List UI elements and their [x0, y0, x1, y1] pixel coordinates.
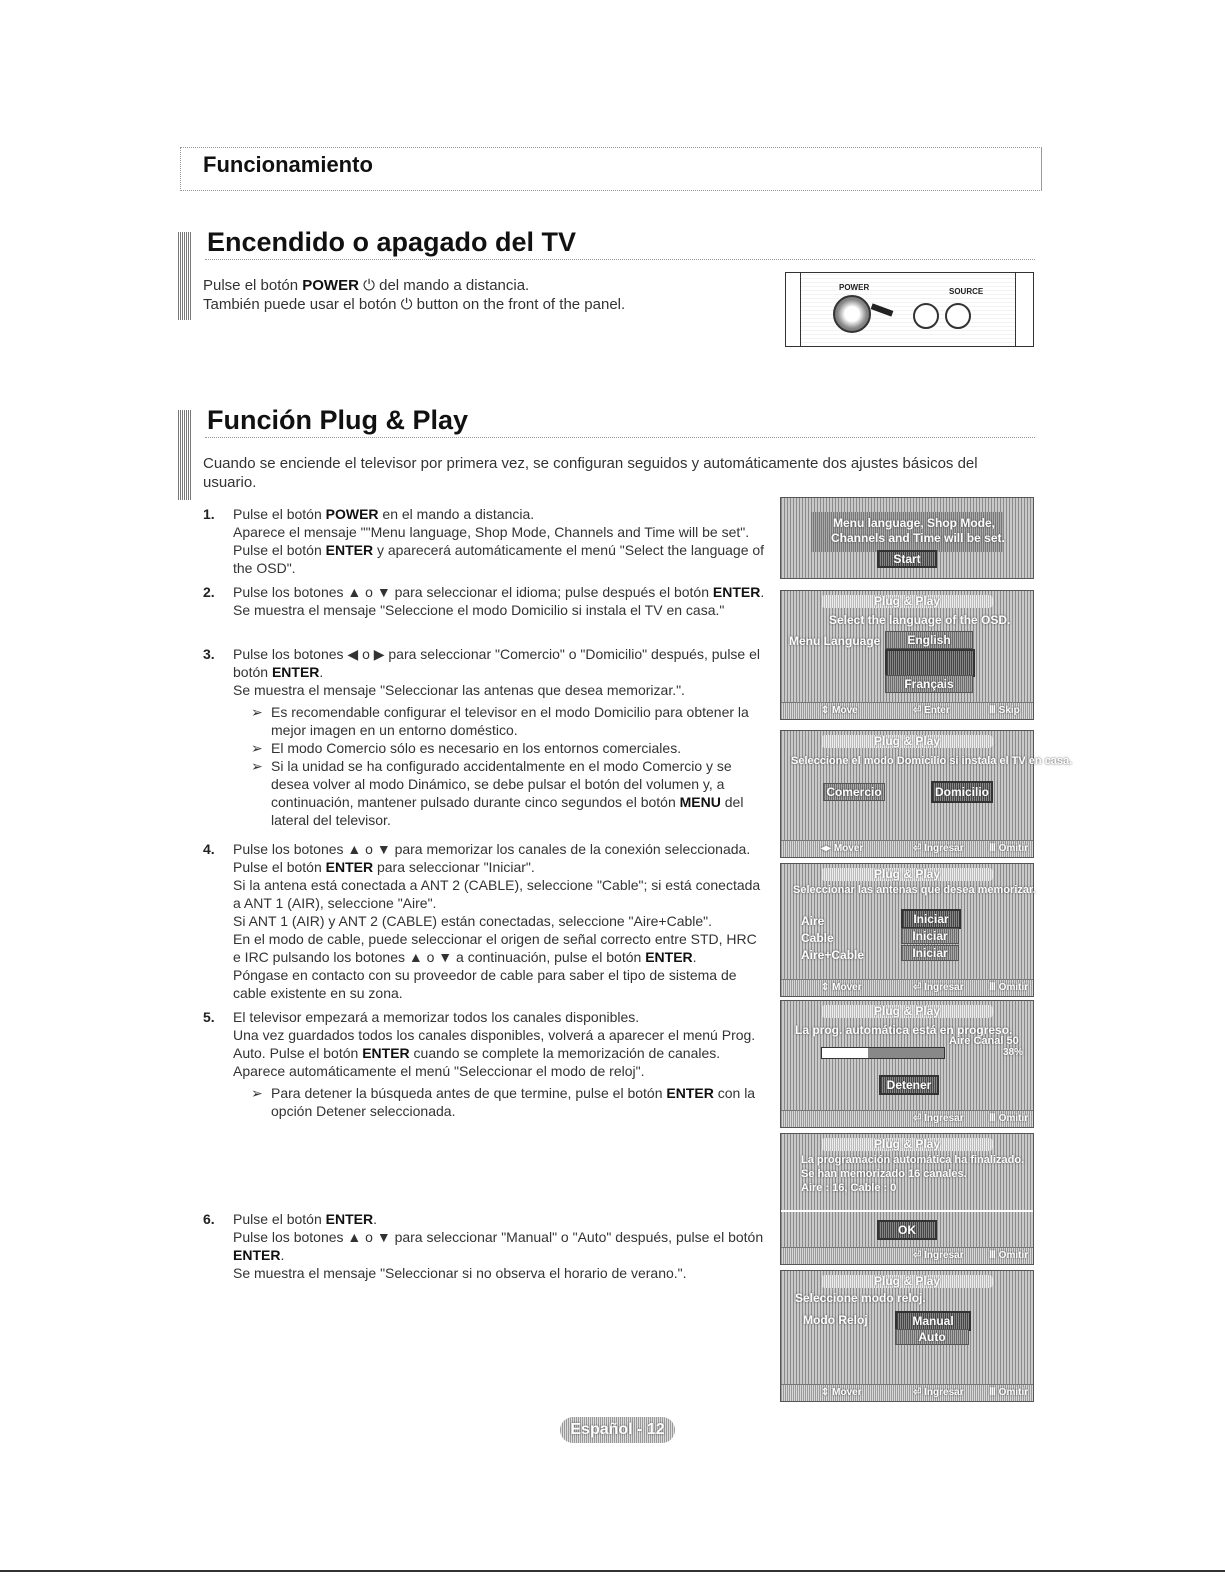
- power-button-icon: [833, 295, 871, 333]
- section-title-power: Encendido o apagado del TV: [207, 227, 577, 257]
- progress-bar: [821, 1047, 945, 1059]
- remote-illustration: [785, 272, 1034, 347]
- osd-screen-progress: Plug & Play La prog. automática está en progreso. Aire Canal 50 38% Detener ⏎ Ingresar Ⅲ Omitir: [780, 1000, 1034, 1128]
- section-rule: [205, 437, 1035, 438]
- power-text: Pulse el botón POWER ⏻ del mando a distancia. También puede usar el botón ⏻ button on the front of the panel.: [203, 277, 626, 313]
- start-button: Start: [877, 550, 937, 568]
- note-arrow-icon: ➢: [251, 1085, 263, 1101]
- step-1: 1. Pulse el botón POWER en el mando a distancia. Aparece el mensaje ""Menu language, Shop Mode, Channels and Time will be set". Pulse el botón ENTER y aparecerá automáticamente el menú "Select the language of the OSD".: [203, 506, 765, 576]
- step-6: 6. Pulse el botón ENTER. Pulse los botones ▲ o ▼ para seleccionar "Manual" o "Auto" después, pulse el botón ENTER. Se muestra el mensaje "Seleccionar si no observa el horario de verano.".: [203, 1211, 764, 1281]
- step-2: 2. Pulse los botones ▲ o ▼ para seleccionar el idioma; pulse después el botón ENTER. Se muestra el mensaje "Seleccione el modo Domicilio si instala el TV en casa.": [203, 584, 765, 618]
- osd-screen-antenna: Plug & Play Seleccionar las antenas que desea memorizar. Aire Cable Aire+Cable Iniciar Iniciar Iniciar ⇕ Mover ⏎ Ingresar Ⅲ Omitir: [780, 863, 1034, 997]
- page-number: Español - 12: [560, 1417, 675, 1443]
- section-marker: [178, 232, 192, 320]
- osd-screen-mode: Plug & Play Seleccione el modo Domicilio si instala el TV en casa. Comercio Domicilio ◂▸ Mover ⏎ Ingresar Ⅲ Omitir: [780, 730, 1034, 858]
- page-header: [180, 147, 1042, 191]
- bulb-button-icon: [913, 303, 939, 329]
- remote-power-label: POWER: [839, 283, 870, 292]
- osd-screen-language: Plug & Play Select the language of the OSD. Menu Language English Français ⇕ Move ⏎ Enter Ⅲ Skip: [780, 590, 1034, 720]
- note-arrow-icon: ➢: [251, 740, 263, 756]
- osd-screen-clock: Plug & Play Seleccione modo reloj. Modo Reloj Manual Auto ⇕ Mover ⏎ Ingresar Ⅲ Omitir: [780, 1270, 1034, 1402]
- bottom-rule: [0, 1570, 1225, 1572]
- plugplay-intro: Cuando se enciende el televisor por primera vez, se configuran seguidos y automáticamente dos ajustes básicos del usuario.: [203, 455, 978, 491]
- remote-source-label: SOURCE: [949, 287, 984, 296]
- section-title-plugplay: Función Plug & Play: [207, 405, 469, 435]
- step-3: 3. Pulse los botones ◀ o ▶ para seleccionar "Comercio" o "Domicilio" después, pulse el botón ENTER. Se muestra el mensaje "Seleccionar las antenas que desea memorizar.". ➢ Es recomendable configurar el televisor en el modo Domicilio para obtener la mejor imagen en un entorno doméstico. ➢ El modo Comercio sólo es necesario en los entornos comerciales. ➢ Si la unidad se ha configurado accidentalmente en el modo Comercio y se desea volver al modo Dinámico, se debe pulsar el botón del volumen y, a continuación, mantener pulsado durante cinco segundos el botón MENU del lateral del televisor.: [203, 646, 760, 828]
- step-5: 5. El televisor empezará a memorizar todos los canales disponibles. Una vez guardados todos los canales disponibles, volverá a aparecer el menú Prog. Auto. Pulse el botón ENTER cuando se complete la memorización de canales. Aparece automáticamente el menú "Seleccionar el modo de reloj". ➢ Para detener la búsqueda antes de que termine, pulse el botón ENTER con la opción Detener seleccionada.: [203, 1009, 756, 1119]
- progress-fill: [822, 1048, 868, 1058]
- selected-language: [885, 649, 975, 677]
- note-arrow-icon: ➢: [251, 704, 263, 720]
- note-arrow-icon: ➢: [251, 758, 263, 774]
- osd-screen-finished: Plug & Play La programación automática ha finalizado. Se han memorizado 16 canales. Aire : 16, Cable : 0 OK ⏎ Ingresar Ⅲ Omitir: [780, 1133, 1034, 1265]
- step-4: 4. Pulse los botones ▲ o ▼ para memorizar los canales de la conexión seleccionada. Pulse el botón ENTER para seleccionar "Iniciar". Si la antena está conectada a ANT 2 (CABLE), seleccione "Cable"; si está conectada a ANT 1 (AIR), seleccione "Aire". Si ANT 1 (AIR) y ANT 2 (CABLE) están conectadas, seleccione "Aire+Cable". En el modo de cable, puede seleccionar el origen de señal correcto entre STD, HRC e IRC pulsando los botones ▲ o ▼ a continuación, pulse el botón ENTER. Póngase en contacto con su proveedor de cable para saber el tipo de sistema de cable existente en su zona.: [203, 841, 761, 1001]
- osd-screen-start: Menu language, Shop Mode, Channels and Time will be set. Start: [780, 497, 1034, 579]
- page-title: Funcionamiento: [203, 152, 373, 177]
- section-rule: [205, 259, 1035, 260]
- pointer-arrow-icon: [871, 303, 894, 316]
- section-marker: [178, 410, 192, 500]
- source-button-icon: [945, 303, 971, 329]
